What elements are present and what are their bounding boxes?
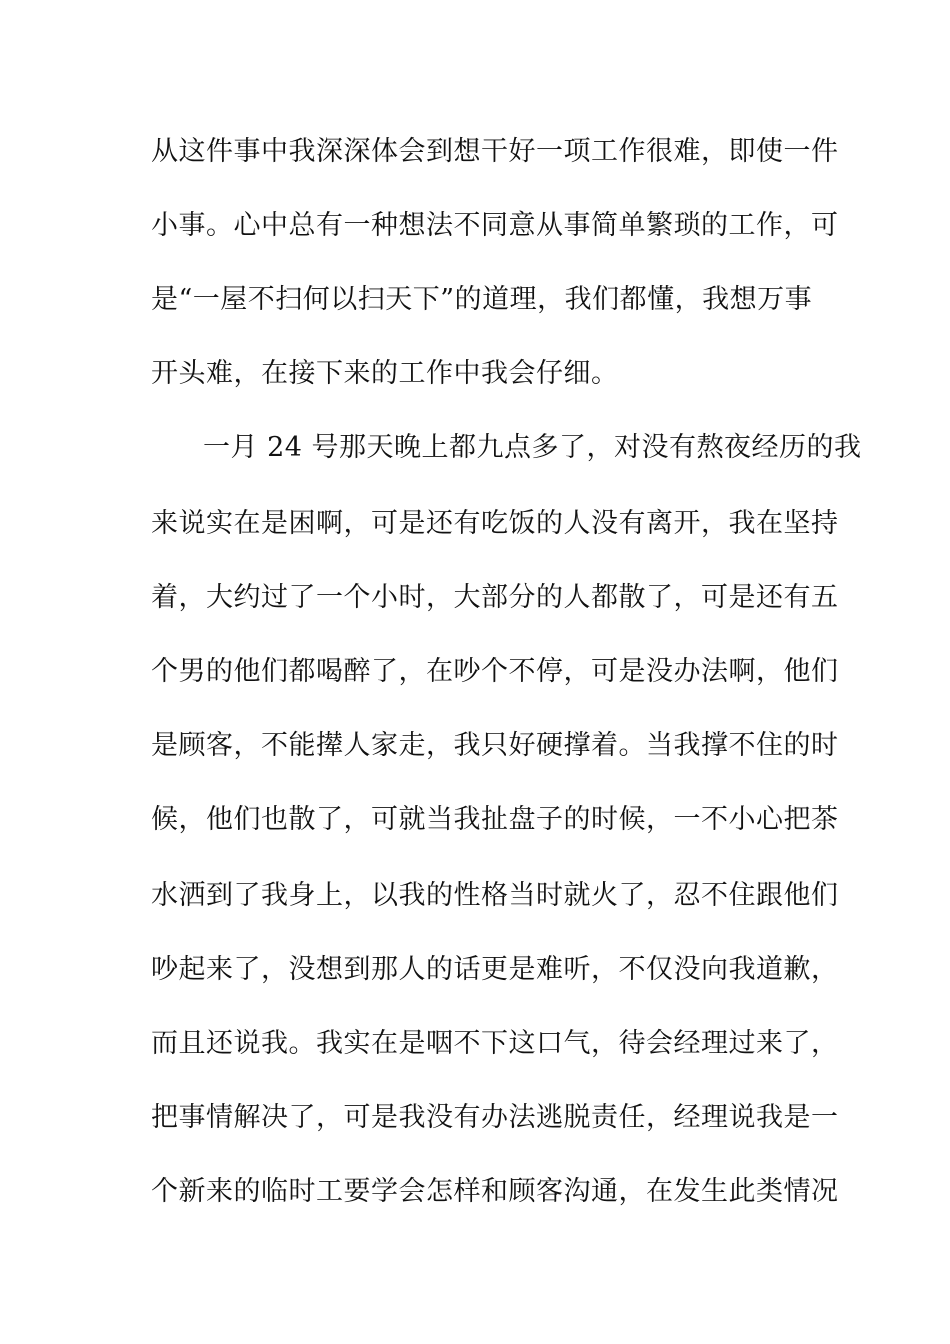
paragraph-line: 开头难，在接下来的工作中我会仔细。 xyxy=(151,358,619,389)
paragraph-line: 个新来的临时工要学会怎样和顾客沟通，在发生此类情况 xyxy=(151,1176,839,1207)
paragraph-line: 从这件事中我深深体会到想干好一项工作很难，即使一件 xyxy=(151,136,839,167)
paragraph-line: 而且还说我。我实在是咽不下这口气，待会经理过来了， xyxy=(151,1028,839,1059)
paragraph-line: 着，大约过了一个小时，大部分的人都散了，可是还有五 xyxy=(151,582,839,613)
paragraph-line: 小事。心中总有一种想法不同意从事简单繁琐的工作，可 xyxy=(151,210,839,241)
paragraph-line: 是顾客，不能撵人家走，我只好硬撑着。当我撑不住的时 xyxy=(151,730,839,761)
paragraph-line: 是“一屋不扫何以扫天下”的道理，我们都懂，我想万事 xyxy=(151,284,813,315)
paragraph-line: 水洒到了我身上，以我的性格当时就火了，忍不住跟他们 xyxy=(151,880,839,911)
paragraph-line: 吵起来了，没想到那人的话更是难听，不仅没向我道歉， xyxy=(151,954,839,985)
paragraph-line: 来说实在是困啊，可是还有吃饭的人没有离开，我在坚持 xyxy=(151,508,839,539)
paragraph-line: 个男的他们都喝醉了，在吵个不停，可是没办法啊，他们 xyxy=(151,656,839,687)
paragraph-line: 候，他们也散了，可就当我扯盘子的时候，一不小心把茶 xyxy=(151,804,839,835)
paragraph-line: 把事情解决了，可是我没有办法逃脱责任，经理说我是一 xyxy=(151,1102,839,1133)
paragraph-first-line: 一月 24 号那天晚上都九点多了，对没有熬夜经历的我 xyxy=(203,432,862,463)
